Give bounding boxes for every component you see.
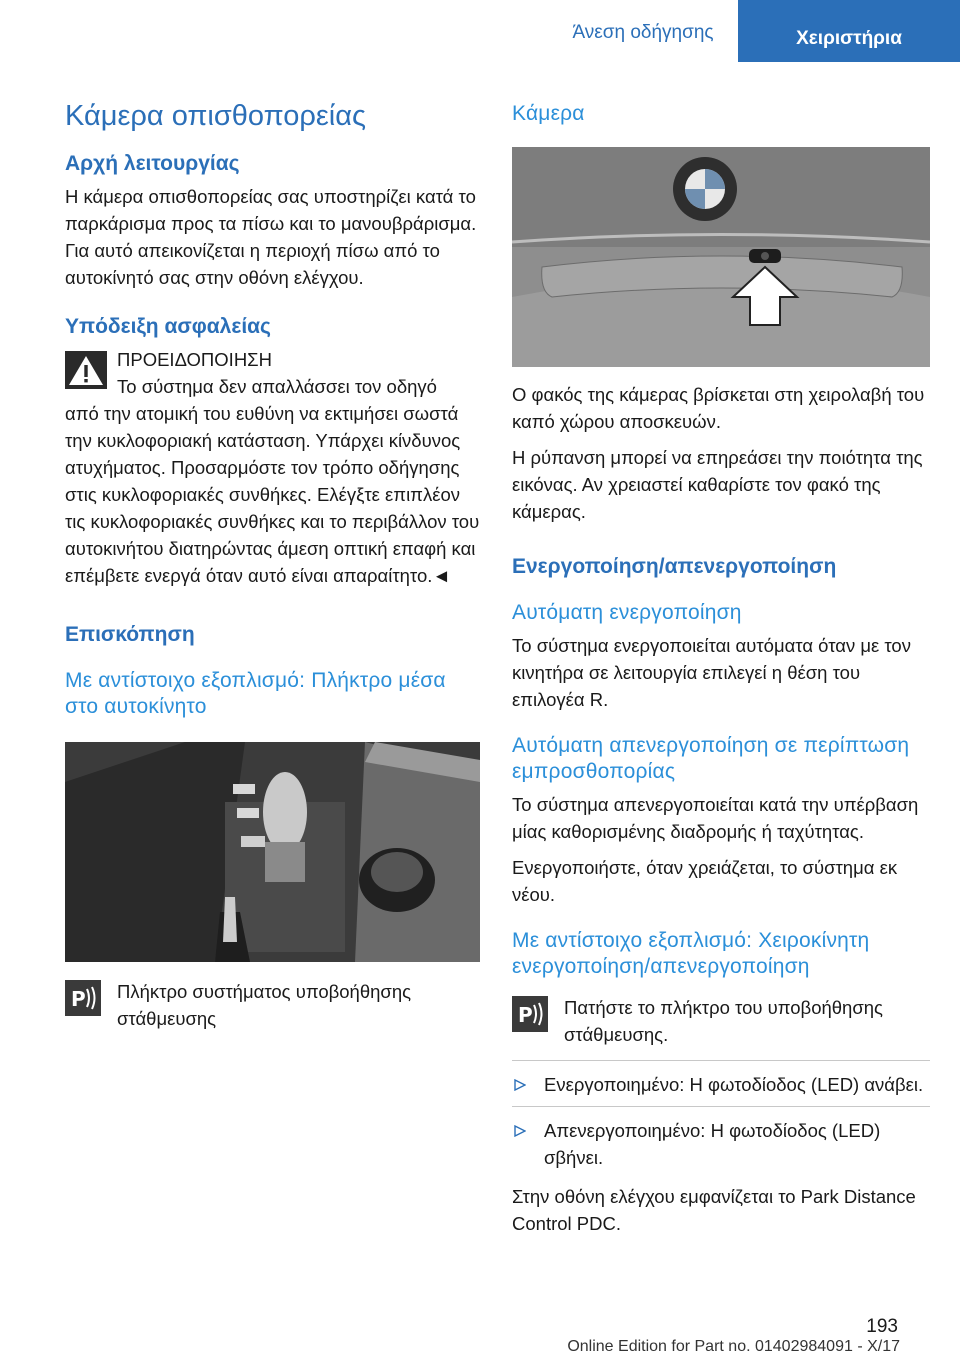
dirt-text: Η ρύπανση μπορεί να επηρεάσει την ποιότητα της εικόνας. Αν χρειαστεί καθαρίστε τον φακό της κάμερας.: [512, 447, 923, 522]
safety-heading: Υπόδειξη ασφαλείας: [65, 315, 271, 338]
left-column: [65, 96, 480, 1032]
button-caption-block: [65, 978, 480, 1032]
auto-on-heading: Αυτόματη ενεργοποίηση: [512, 601, 742, 624]
activation-heading: Ενεργοποίηση/απενεργοποίηση: [512, 555, 837, 578]
divider: [512, 1060, 930, 1061]
divider: [512, 1106, 930, 1107]
page-title: Κάμερα οπισθοπορείας: [65, 100, 366, 132]
chapter-tab[interactable]: Χειριστήρια: [738, 0, 960, 62]
warning-block: [65, 346, 480, 400]
edition-footer: Online Edition for Part no. 01402984091 - X/17: [567, 1338, 900, 1355]
step-off-text: Απενεργοποιημένο: Η φωτοδίοδος (LED) σβήνει.: [544, 1120, 881, 1168]
lens-text: Ο φακός της κάμερας βρίσκεται στη χειρολαβή του καπό χώρου αποσκευών.: [512, 384, 925, 432]
step-activated: [512, 1071, 930, 1098]
button-subheading: Με αντίστοιχο εξοπλισμό: Πλήκτρο μέσα στο αυτοκίνητο: [65, 669, 446, 718]
right-column: [512, 96, 930, 1246]
section-tab[interactable]: Άνεση οδήγησης: [572, 22, 714, 43]
svg-text:P: P: [518, 1003, 533, 1027]
overview-heading: Επισκόπηση: [65, 623, 195, 646]
warning-triangle-icon: [65, 351, 107, 389]
warning-label: ΠΡΟΕΙΔΟΠΟΙΗΣΗ: [117, 349, 272, 370]
auto-on-text: Το σύστημα ενεργοποιείται αυτόματα όταν με τον κινητήρα σε λειτουργία επιλεγεί η θέση του επιλογέα R.: [512, 635, 911, 710]
warning-text-first: Το σύστημα δεν απαλλάσσει τον οδηγό: [117, 376, 437, 397]
camera-heading: Κάμερα: [512, 102, 585, 125]
svg-text:P: P: [71, 987, 86, 1011]
page-header: [0, 0, 960, 62]
park-assist-button-icon[interactable]: [65, 980, 101, 1016]
auto-off-text: Το σύστημα απενεργοποιείται κατά την υπέρβαση μίας καθορισμένης διαδρομής ή ταχύτητας.: [512, 794, 919, 842]
press-button-block: [512, 994, 930, 1048]
button-caption: Πλήκτρο συστήματος υποβοήθησης στάθμευσης: [117, 981, 412, 1029]
principle-text: Η κάμερα οπισθοπορείας σας υποστηρίζει κατά το παρκάρισμα προς τα πίσω και το μανουβράρισμα. Για αυτό απεικονίζεται η περιοχή πίσω από το αυτοκίνητό σας στην οθόνη ελέγχου.: [65, 186, 477, 288]
pdc-text: Στην οθόνη ελέγχου εμφανίζεται το Park Distance Control PDC.: [512, 1186, 916, 1234]
step-deactivated: [512, 1117, 930, 1171]
rear-camera-photo: [512, 147, 930, 367]
page-number: 193: [866, 1316, 898, 1337]
press-text: Πατήστε το πλήκτρο του υποβοήθησης στάθμευσης.: [564, 997, 883, 1045]
reactivate-text: Ενεργοποιήστε, όταν χρειάζεται, το σύστημα εκ νέου.: [512, 857, 898, 905]
principle-heading: Αρχή λειτουργίας: [65, 152, 240, 175]
bullet-triangle-icon: [514, 1079, 526, 1091]
auto-off-heading: Αυτόματη απενεργοποίηση σε περίπτωση εμπροσθοπορίας: [512, 734, 910, 783]
park-assist-button-icon[interactable]: [512, 996, 548, 1032]
center-console-photo: [65, 742, 480, 962]
warning-text: από την ατομική του ευθύνη να εκτιμήσει σωστά την κυκλοφοριακή κατάσταση. Υπάρχει κίνδυνος ατυχήματος. Προσαρμόστε τον τρόπο οδήγησης στις κυκλοφοριακές συνθήκες. Ελέγξτε επιπλέον τις κυκλοφοριακές συνθήκες και το περιβάλλον του αυτοκινήτου διατηρώντας άμεση οπτική επαφή και επέμβετε ενεργά όταν αυτό είναι απαραίτητο.◄: [65, 403, 480, 586]
step-on-text: Ενεργοποιημένο: Η φωτοδίοδος (LED) ανάβει.: [544, 1074, 924, 1095]
manual-heading: Με αντίστοιχο εξοπλισμό: Χειροκίνητη ενεργοποίηση/απενεργοποίηση: [512, 929, 870, 978]
bullet-triangle-icon: [514, 1125, 526, 1137]
